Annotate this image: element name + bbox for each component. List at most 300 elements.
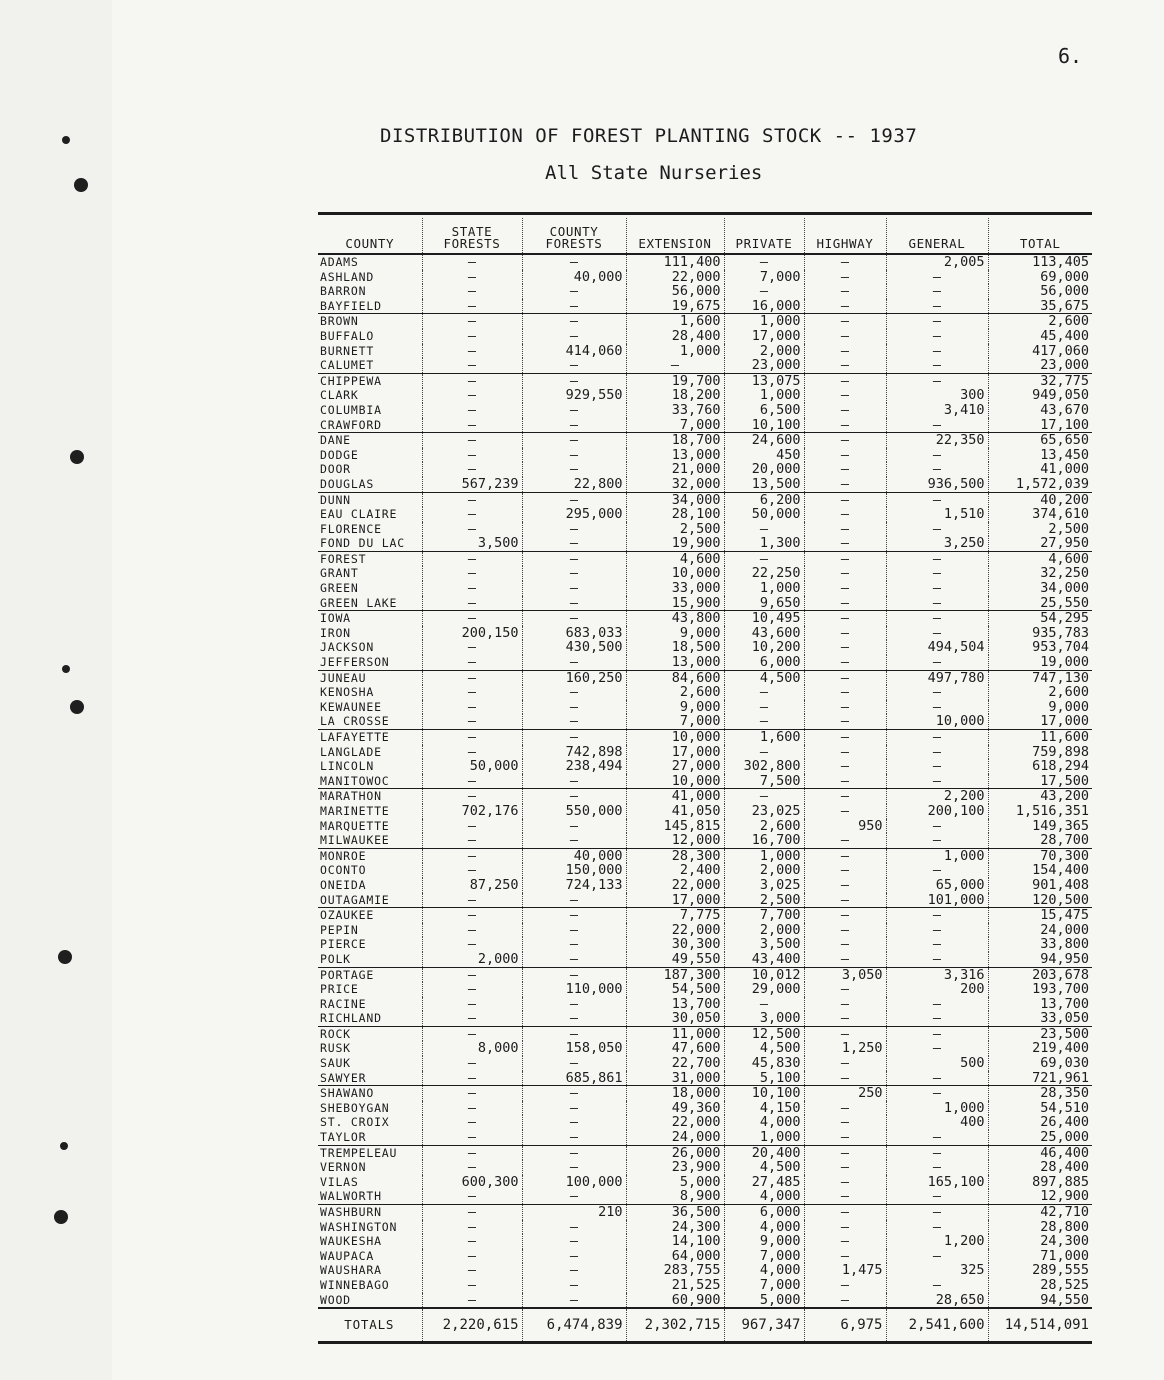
county-forests-cell: — <box>522 1026 626 1041</box>
general-cell: 3,410 <box>886 403 988 418</box>
county-forests-cell: — <box>522 952 626 967</box>
general-cell: — <box>886 655 988 670</box>
private-cell: 1,000 <box>724 314 804 329</box>
total-cell: 27,950 <box>988 536 1092 551</box>
general-cell: — <box>886 759 988 774</box>
extension-cell: 1,000 <box>626 344 724 359</box>
private-cell: 29,000 <box>724 982 804 997</box>
private-cell: 10,495 <box>724 611 804 626</box>
general-cell: — <box>886 270 988 285</box>
private-cell: 1,300 <box>724 536 804 551</box>
highway-cell: — <box>804 655 886 670</box>
total-cell: 94,550 <box>988 1293 1092 1309</box>
table-row <box>318 373 1092 388</box>
state-forests-cell: — <box>422 1026 522 1041</box>
private-cell: 1,000 <box>724 581 804 596</box>
county-cell: GREEN LAKE <box>320 595 398 610</box>
private-cell: 43,400 <box>724 952 804 967</box>
private-cell: 4,000 <box>724 1220 804 1235</box>
county-cell: MANITOWOC <box>320 773 390 788</box>
extension-cell: 9,000 <box>626 700 724 715</box>
table-row <box>318 937 1092 952</box>
county-forests-cell: 238,494 <box>522 759 626 774</box>
general-cell: — <box>886 1041 988 1056</box>
total-cell: 967,347 <box>724 1308 804 1343</box>
private-cell: 4,000 <box>724 1189 804 1204</box>
private-cell: — <box>724 745 804 760</box>
extension-cell: 64,000 <box>626 1249 724 1264</box>
highway-cell: — <box>804 685 886 700</box>
table-row <box>318 566 1092 581</box>
table-row <box>318 730 1092 745</box>
state-forests-cell: — <box>422 774 522 789</box>
table-row <box>318 329 1092 344</box>
binder-hole <box>70 700 84 714</box>
total-cell: 2,500 <box>988 522 1092 537</box>
state-forests-cell: — <box>422 448 522 463</box>
extension-cell: 17,000 <box>626 893 724 908</box>
private-cell: 10,100 <box>724 1086 804 1101</box>
extension-cell: 18,000 <box>626 1086 724 1101</box>
extension-cell: 19,700 <box>626 373 724 388</box>
highway-cell: 3,050 <box>804 967 886 982</box>
extension-cell: 9,000 <box>626 626 724 641</box>
table-row <box>318 923 1092 938</box>
highway-cell: — <box>804 329 886 344</box>
county-forests-cell: — <box>522 937 626 952</box>
private-cell: 3,000 <box>724 1011 804 1026</box>
county-cell: SHAWANO <box>318 1086 422 1101</box>
private-cell: 17,000 <box>724 329 804 344</box>
private-cell: 10,012 <box>724 967 804 982</box>
extension-cell: 22,000 <box>626 923 724 938</box>
highway-cell: — <box>804 403 886 418</box>
private-cell: 12,500 <box>724 1026 804 1041</box>
extension-cell: 36,500 <box>626 1205 724 1220</box>
table-header-row <box>318 218 1092 254</box>
highway-cell: — <box>804 536 886 551</box>
total-cell: 25,550 <box>988 596 1092 611</box>
extension-cell: 28,400 <box>626 329 724 344</box>
private-cell: 50,000 <box>724 507 804 522</box>
total-cell: 56,000 <box>988 284 1092 299</box>
state-forests-cell: 50,000 <box>422 759 522 774</box>
county-cell: BROWN <box>318 314 422 329</box>
county-cell: COLUMBIA <box>320 402 382 417</box>
highway-cell: — <box>804 581 886 596</box>
state-forests-cell: — <box>422 1071 522 1086</box>
table-row <box>318 685 1092 700</box>
private-cell: — <box>724 789 804 804</box>
extension-cell: 2,500 <box>626 522 724 537</box>
county-cell: BUFFALO <box>320 328 375 343</box>
county-forests-cell: 40,000 <box>522 848 626 863</box>
county-cell: CHIPPEWA <box>318 373 422 388</box>
total-cell: 759,898 <box>988 745 1092 760</box>
column-header: HIGHWAY <box>804 218 886 254</box>
highway-cell: — <box>804 893 886 908</box>
county-cell: SHEBOYGAN <box>320 1100 390 1115</box>
highway-cell: — <box>804 908 886 923</box>
table-row <box>318 418 1092 433</box>
total-cell: 1,516,351 <box>988 804 1092 819</box>
state-forests-cell: — <box>422 1011 522 1026</box>
table-row <box>318 1189 1092 1204</box>
private-cell: 20,000 <box>724 462 804 477</box>
total-cell: 193,700 <box>988 982 1092 997</box>
total-cell: 17,000 <box>988 714 1092 729</box>
table-row <box>318 848 1092 863</box>
highway-cell: — <box>804 448 886 463</box>
state-forests-cell: — <box>422 685 522 700</box>
county-forests-cell: 724,133 <box>522 878 626 893</box>
state-forests-cell: — <box>422 863 522 878</box>
extension-cell: 28,100 <box>626 507 724 522</box>
table-row <box>318 433 1092 448</box>
county-forests-cell: — <box>522 1189 626 1204</box>
county-forests-cell: 22,800 <box>522 477 626 492</box>
county-forests-cell: — <box>522 1101 626 1116</box>
table-row <box>318 1115 1092 1130</box>
state-forests-cell: — <box>422 1263 522 1278</box>
private-cell: — <box>724 284 804 299</box>
state-forests-cell: — <box>422 611 522 626</box>
total-cell: 69,030 <box>988 1056 1092 1071</box>
total-cell: 28,700 <box>988 833 1092 848</box>
state-forests-cell: — <box>422 1056 522 1071</box>
general-cell: — <box>886 952 988 967</box>
state-forests-cell: 3,500 <box>422 536 522 551</box>
extension-cell: 4,600 <box>626 551 724 566</box>
county-cell: JACKSON <box>320 640 375 655</box>
county-forests-cell: — <box>522 284 626 299</box>
state-forests-cell: — <box>422 967 522 982</box>
general-cell: 400 <box>886 1115 988 1130</box>
table-row <box>318 1293 1092 1309</box>
table-row <box>318 388 1092 403</box>
private-cell: 6,000 <box>724 1205 804 1220</box>
total-cell: 24,000 <box>988 923 1092 938</box>
highway-cell: — <box>804 982 886 997</box>
highway-cell: — <box>804 1175 886 1190</box>
highway-cell: — <box>804 254 886 270</box>
table-row <box>318 522 1092 537</box>
document-subtitle: All State Nurseries <box>545 162 763 184</box>
general-cell: — <box>886 522 988 537</box>
county-forests-cell: 742,898 <box>522 745 626 760</box>
state-forests-cell: — <box>422 284 522 299</box>
state-forests-cell: — <box>422 418 522 433</box>
county-forests-cell: 683,033 <box>522 626 626 641</box>
highway-cell: — <box>804 1189 886 1204</box>
highway-cell: — <box>804 462 886 477</box>
table-row <box>318 626 1092 641</box>
total-cell: 28,525 <box>988 1278 1092 1293</box>
highway-cell: — <box>804 626 886 641</box>
total-cell: 721,961 <box>988 1071 1092 1086</box>
total-cell: 54,510 <box>988 1101 1092 1116</box>
county-forests-cell: — <box>522 1278 626 1293</box>
county-forests-cell: — <box>522 1011 626 1026</box>
highway-cell: — <box>804 700 886 715</box>
general-cell: 325 <box>886 1263 988 1278</box>
general-cell: — <box>886 730 988 745</box>
extension-cell: 15,900 <box>626 596 724 611</box>
table-row <box>318 1130 1092 1145</box>
county-cell: WASHINGTON <box>320 1219 398 1234</box>
column-header: TOTAL <box>988 218 1092 254</box>
highway-cell: — <box>804 492 886 507</box>
private-cell: 20,400 <box>724 1145 804 1160</box>
total-cell: 935,783 <box>988 626 1092 641</box>
county-cell: CLARK <box>320 388 359 403</box>
highway-cell: — <box>804 730 886 745</box>
total-cell: 219,400 <box>988 1041 1092 1056</box>
highway-cell: — <box>804 299 886 314</box>
table-row <box>318 774 1092 789</box>
table-row <box>318 1145 1092 1160</box>
total-cell: 28,350 <box>988 1086 1092 1101</box>
state-forests-cell: — <box>422 566 522 581</box>
general-cell: — <box>886 418 988 433</box>
highway-cell: — <box>804 373 886 388</box>
extension-cell: 7,775 <box>626 908 724 923</box>
highway-cell: — <box>804 937 886 952</box>
table-body <box>318 254 1092 1308</box>
private-cell: 6,000 <box>724 655 804 670</box>
extension-cell: 33,000 <box>626 581 724 596</box>
county-cell: DOOR <box>320 462 351 477</box>
county-forests-cell: 295,000 <box>522 507 626 522</box>
private-cell: 3,025 <box>724 878 804 893</box>
private-cell: 2,000 <box>724 923 804 938</box>
county-forests-cell: 40,000 <box>522 270 626 285</box>
county-forests-cell: — <box>522 1263 626 1278</box>
county-cell: PEPIN <box>320 922 359 937</box>
county-forests-cell: — <box>522 774 626 789</box>
total-cell: 120,500 <box>988 893 1092 908</box>
highway-cell: 250 <box>804 1086 886 1101</box>
general-cell: 3,316 <box>886 967 988 982</box>
county-cell: VILAS <box>320 1174 359 1189</box>
document-title: DISTRIBUTION OF FOREST PLANTING STOCK -- 1937 <box>380 125 918 147</box>
general-cell: — <box>886 314 988 329</box>
county-cell: CRAWFORD <box>320 417 382 432</box>
highway-cell: — <box>804 952 886 967</box>
total-cell: 154,400 <box>988 863 1092 878</box>
table-row <box>318 819 1092 834</box>
state-forests-cell: — <box>422 848 522 863</box>
general-cell: 28,650 <box>886 1293 988 1309</box>
private-cell: 7,500 <box>724 774 804 789</box>
extension-cell: 19,900 <box>626 536 724 551</box>
table-row <box>318 536 1092 551</box>
state-forests-cell: 702,176 <box>422 804 522 819</box>
table-row <box>318 1234 1092 1249</box>
highway-cell: — <box>804 745 886 760</box>
county-cell: LINCOLN <box>320 759 375 774</box>
state-forests-cell: — <box>422 1278 522 1293</box>
extension-cell: 2,600 <box>626 685 724 700</box>
private-cell: 45,830 <box>724 1056 804 1071</box>
private-cell: 23,000 <box>724 358 804 373</box>
binder-hole <box>62 665 70 673</box>
extension-cell: 2,400 <box>626 863 724 878</box>
table-row <box>318 507 1092 522</box>
private-cell: 6,500 <box>724 403 804 418</box>
extension-cell: 32,000 <box>626 477 724 492</box>
county-forests-cell: — <box>522 492 626 507</box>
general-cell: — <box>886 448 988 463</box>
extension-cell: 30,050 <box>626 1011 724 1026</box>
total-cell: 2,220,615 <box>422 1308 522 1343</box>
table-row <box>318 299 1092 314</box>
general-cell: — <box>886 611 988 626</box>
extension-cell: 34,000 <box>626 492 724 507</box>
general-cell: — <box>886 745 988 760</box>
general-cell: — <box>886 685 988 700</box>
county-forests-cell: — <box>522 908 626 923</box>
table-row <box>318 1249 1092 1264</box>
county-cell: MONROE <box>318 848 422 863</box>
table-row <box>318 344 1092 359</box>
extension-cell: 21,525 <box>626 1278 724 1293</box>
county-cell: ROCK <box>318 1026 422 1041</box>
county-forests-cell: — <box>522 923 626 938</box>
county-forests-cell: — <box>522 1056 626 1071</box>
extension-cell: 7,000 <box>626 418 724 433</box>
binder-margin <box>0 0 112 1380</box>
state-forests-cell: — <box>422 1115 522 1130</box>
county-cell: EAU CLAIRE <box>320 507 398 522</box>
county-cell: WASHBURN <box>318 1205 422 1220</box>
highway-cell: — <box>804 1071 886 1086</box>
private-cell: — <box>724 522 804 537</box>
total-cell: 6,975 <box>804 1308 886 1343</box>
state-forests-cell: — <box>422 373 522 388</box>
state-forests-cell: — <box>422 908 522 923</box>
total-cell: 2,600 <box>988 314 1092 329</box>
total-cell: 1,572,039 <box>988 477 1092 492</box>
column-header: PRIVATE <box>724 218 804 254</box>
highway-cell: — <box>804 284 886 299</box>
county-cell: ST. CROIX <box>320 1115 390 1130</box>
general-cell: 65,000 <box>886 878 988 893</box>
extension-cell: 49,360 <box>626 1101 724 1116</box>
table-row <box>318 997 1092 1012</box>
county-cell: DANE <box>318 433 422 448</box>
private-cell: — <box>724 997 804 1012</box>
county-cell: KENOSHA <box>320 685 375 700</box>
extension-cell: 1,600 <box>626 314 724 329</box>
county-forests-cell: — <box>522 418 626 433</box>
private-cell: 302,800 <box>724 759 804 774</box>
private-cell: 24,600 <box>724 433 804 448</box>
county-forests-cell: 158,050 <box>522 1041 626 1056</box>
county-cell: RICHLAND <box>320 1011 382 1026</box>
county-cell: PORTAGE <box>318 967 422 982</box>
state-forests-cell: 8,000 <box>422 1041 522 1056</box>
general-cell: 200,100 <box>886 804 988 819</box>
highway-cell: — <box>804 863 886 878</box>
total-cell: 32,250 <box>988 566 1092 581</box>
total-cell: 40,200 <box>988 492 1092 507</box>
state-forests-cell: — <box>422 1234 522 1249</box>
extension-cell: 22,700 <box>626 1056 724 1071</box>
extension-cell: 10,000 <box>626 774 724 789</box>
county-cell: PIERCE <box>320 937 367 952</box>
private-cell: 13,500 <box>724 477 804 492</box>
private-cell: 5,100 <box>724 1071 804 1086</box>
county-forests-cell: — <box>522 403 626 418</box>
state-forests-cell: — <box>422 670 522 685</box>
county-forests-cell: — <box>522 1130 626 1145</box>
state-forests-cell: — <box>422 1220 522 1235</box>
general-cell: 300 <box>886 388 988 403</box>
county-cell: LANGLADE <box>320 744 382 759</box>
total-cell: 14,514,091 <box>988 1308 1092 1343</box>
highway-cell: — <box>804 640 886 655</box>
total-cell: 4,600 <box>988 551 1092 566</box>
page-number: 6. <box>1058 44 1083 68</box>
total-cell: 28,800 <box>988 1220 1092 1235</box>
total-cell: 65,650 <box>988 433 1092 448</box>
county-cell: VERNON <box>320 1160 367 1175</box>
extension-cell: 31,000 <box>626 1071 724 1086</box>
general-cell: — <box>886 299 988 314</box>
general-cell: — <box>886 1086 988 1101</box>
table-row <box>318 358 1092 373</box>
general-cell: — <box>886 774 988 789</box>
county-forests-cell: — <box>522 1115 626 1130</box>
extension-cell: 18,700 <box>626 433 724 448</box>
total-cell: 46,400 <box>988 1145 1092 1160</box>
county-forests-cell: — <box>522 789 626 804</box>
county-forests-cell: — <box>522 536 626 551</box>
state-forests-cell: — <box>422 923 522 938</box>
general-cell: 200 <box>886 982 988 997</box>
extension-cell: 187,300 <box>626 967 724 982</box>
county-forests-cell: — <box>522 1234 626 1249</box>
table-row <box>318 759 1092 774</box>
highway-cell: — <box>804 433 886 448</box>
extension-cell: 5,000 <box>626 1175 724 1190</box>
county-forests-cell: — <box>522 1249 626 1264</box>
county-forests-cell: — <box>522 655 626 670</box>
private-cell: 7,000 <box>724 270 804 285</box>
table-row <box>318 284 1092 299</box>
extension-cell: 111,400 <box>626 254 724 270</box>
county-cell: SAUK <box>320 1056 351 1071</box>
general-cell: 497,780 <box>886 670 988 685</box>
general-cell: — <box>886 908 988 923</box>
highway-cell: — <box>804 1101 886 1116</box>
county-forests-cell: — <box>522 314 626 329</box>
private-cell: 2,600 <box>724 819 804 834</box>
county-cell: MILWAUKEE <box>320 833 390 848</box>
total-cell: 289,555 <box>988 1263 1092 1278</box>
total-cell: 747,130 <box>988 670 1092 685</box>
total-cell: 33,050 <box>988 1011 1092 1026</box>
highway-cell: — <box>804 997 886 1012</box>
highway-cell: — <box>804 507 886 522</box>
state-forests-cell: — <box>422 358 522 373</box>
state-forests-cell: — <box>422 344 522 359</box>
table-row <box>318 254 1092 270</box>
general-cell: 1,000 <box>886 1101 988 1116</box>
private-cell: — <box>724 685 804 700</box>
general-cell: — <box>886 373 988 388</box>
